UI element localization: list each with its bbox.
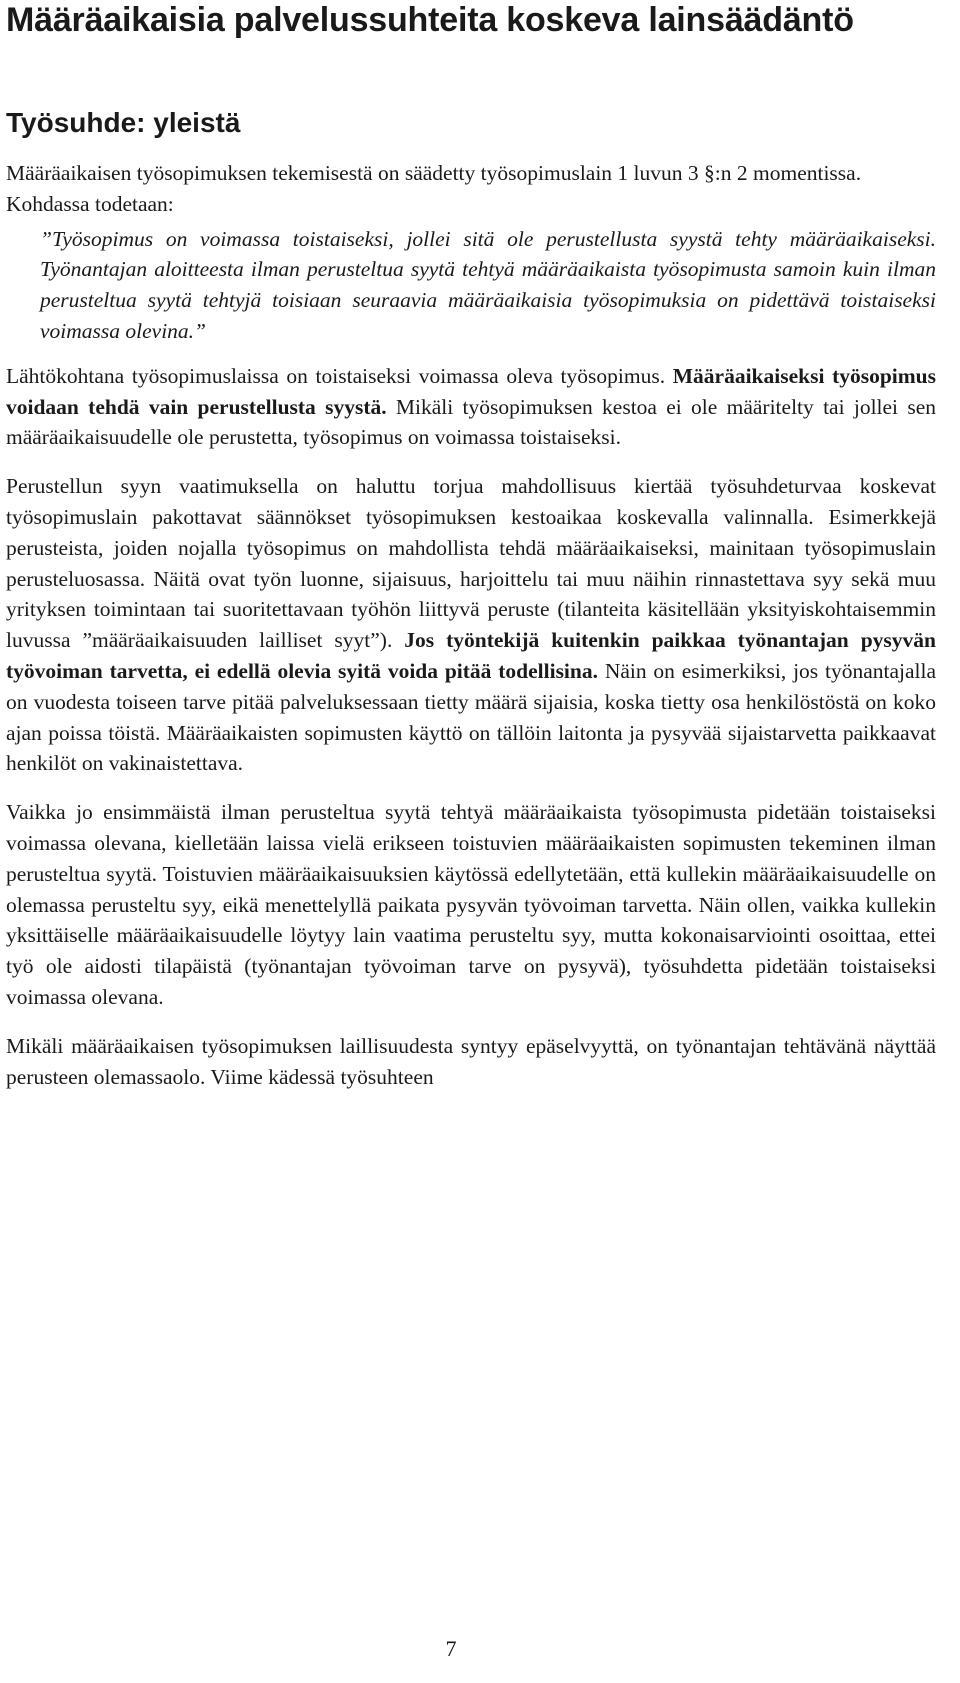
section-heading: Työsuhde: yleistä <box>6 107 241 138</box>
paragraph-2-bold: Jos työntekijä kuitenkin paikkaa työnantajan pysyvän työvoiman tarvetta, ei edellä olevia syitä voida pitää todellisina. <box>6 628 936 683</box>
paragraph-4: Mikäli määräaikaisen työsopimuksen laillisuudesta syntyy epäselvyyttä, on työnantajan tehtävänä näyttää perusteen olemassaolo. Viime kädessä työsuhteen <box>6 1033 936 1089</box>
intro-paragraph: Määräaikaisen työsopimuksen tekemisestä on säädetty työsopimuslain 1 luvun 3 §:n 2 momentissa. Kohdassa todetaan: <box>6 161 862 216</box>
paragraph-1-end: Mikäli työsopimuksen kestoa ei ole määritelty tai jollei sen määräaikaisuudelle ole perustetta, työsopimus on voimassa toistaiseksi. <box>6 394 936 450</box>
paragraph-2 <box>6 471 936 779</box>
paragraph-2-start: Perustellun syyn vaatimuksella on haluttu torjua mahdollisuus kiertää työsuhdeturvaa koskevat työsopimuslain pakottavat säännökset työsopimuksen kestoaikaa koskevalla valinnalla. Esimerkkejä perusteista, joiden nojalla työsopimus on mahdollista tehdä määräaikaiseksi, mainitaan työsopimuslain perusteluosassa. Näitä ovat työn luonne, sijaisuus, harjoittelu tai muu näihin rinnastettava syy sekä muu yrityksen toimintaan tai suoritettavaan työhön liittyvä peruste (tilanteita käsitellään yksityiskohtaisemmin luvussa ”määräaikaisuuden lailliset syyt”). <box>6 474 936 653</box>
paragraph-2-end: Näin on esimerkiksi, jos työnantajalla on vuodesta toiseen tarve pitää palveluksessaan tietty määrä sijaisia, koska tietty osa henkilöstöstä on koko ajan poissa töistä. Määräaikaisten sopimusten käyttö on tällöin laitonta ja pysyvää sijaistarvetta paikkaavat henkilöt on vakinaistettava. <box>6 658 937 776</box>
law-quote: ”Työsopimus on voimassa toistaiseksi, jollei sitä ole perustellusta syystä tehty määräaikaiseksi. Työnantajan aloitteesta ilman perusteltua syytä tehtyä määräaikaista työsopimusta samoin kuin ilman perusteltua syytä tehtyjä toisiaan seuraavia määräaikaisia työsopimuksia on pidettävä toistaiseksi voimassa olevina.” <box>40 226 936 343</box>
page-number: 7 <box>445 1636 457 1661</box>
page-title: Määräaikaisia palvelussuhteita koskeva lainsäädäntö <box>6 1 854 39</box>
paragraph-1-bold: Määräaikaiseksi työsopimus voidaan tehdä vain perustellusta syystä. <box>6 363 937 419</box>
paragraph-3: Vaikka jo ensimmäistä ilman perusteltua syytä tehtyä määräaikaista työsopimusta pidetään toistaiseksi voimassa olevana, kielletään laissa vielä erikseen toistuvien määräaikaisten sopimusten tekeminen ilman perusteltua syytä. Toistuvien määräaikaisuuksien käytössä edellytetään, että kullekin määräaikaisuudelle on olemassa perusteltu syy, eikä menettelyllä paikata pysyvän työvoiman tarvetta. Näin ollen, vaikka kullekin yksittäiselle määräaikaisuudelle löytyy lain vaatima perusteltu syy, mutta kokonaisarviointi osoittaa, ettei työ ole aidosti tilapäistä (työnantajan työvoiman tarve on pysyvä), työsuhdetta pidetään toistaiseksi voimassa olevana. <box>6 800 936 1009</box>
paragraph-1-start: Lähtökohtana työsopimuslaissa on toistaiseksi voimassa oleva työsopimus. <box>6 363 666 388</box>
paragraph-1 <box>6 361 936 453</box>
body-text <box>6 158 936 1110</box>
